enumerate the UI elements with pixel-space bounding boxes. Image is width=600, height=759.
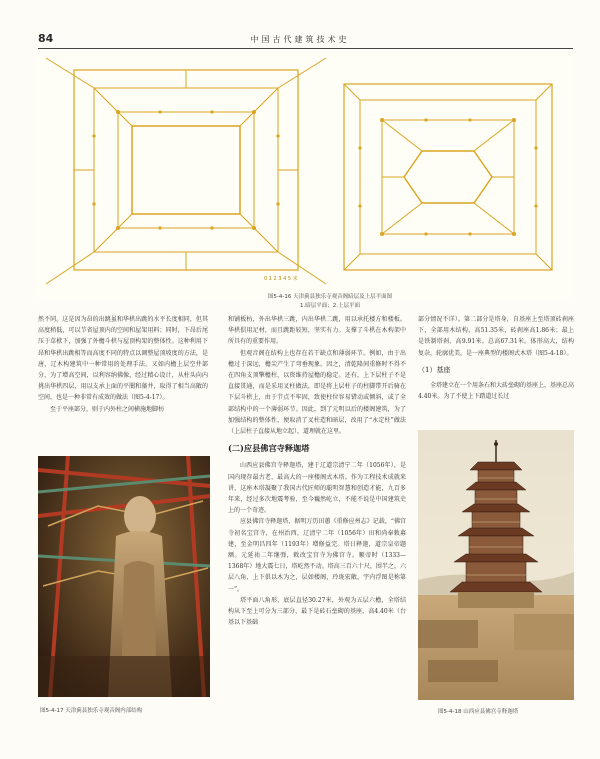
paragraph: 塔平面八角形，底层直径30.27米，外观为五层六檐，全塔结构从下至上可分为三部分，最下是砖石垒砌的基座，高4.40米（台基以下基础: [228, 596, 406, 627]
scale-bar: 0 1 2 3 4 5 米: [264, 276, 298, 282]
paragraph: 应县佛宫寺释迦塔，据明万历田蕙《重修应州志》记载，“佛宫寺初名宝宫寺，在州治西，辽清宁二年（1056年）田和尚奉敕募建，至金明昌四年（1193年）增修益完。塔日释迦，道宗皇帝题额。元延祐二年继弹，敕改宝宫寺为佛宫寺。顺帝时（1333—1368年）地大震七日，塔屹然不动。塔高三百六十尺，围半之，六层八角，上下俱以木为之，层如楼阁，玲珑宏敞，宇内浮图是称第一”。: [228, 518, 406, 593]
figure-5-4-16-subcaption: 1.暗层平面；2.上层平面: [300, 303, 360, 309]
floor-plans-drawing: [36, 56, 572, 299]
paragraph: 全塔建立在一个用条石和大砖垒砌的基座上，基座总高4.40米。为了不使上下踏道过长过: [418, 382, 575, 401]
figure-pagoda-photo: [418, 430, 574, 700]
plan-upper-floor: [344, 84, 552, 270]
plan-mezzanine: [46, 58, 326, 284]
running-title: 中国古代建筑技术史: [250, 35, 350, 44]
figure-5-4-16-caption: 图5-4-16 天津蓟县独乐寺观音阁暗层及上层平面图: [267, 294, 393, 300]
column-1: [38, 314, 208, 415]
paragraph: 但观音阁在结构上也存在若干缺点和薄弱环节。例如，由于出檐过于深远，檐尖产生了弯垂现象。因之，清乾隆间重修时不得不在四角支顶擎檐柱，以资维持屋檐的稳定。还有，上下层柱子不是直接贯通，而是采用叉柱做法，即是将上层柱子的柱脚带开后骑在下层斗栱上，由于节点不牢固，致使柱位容易错动或倾斜，或了全部结构中的一个薄弱环节。因此，到了元明以后的楼阁建筑，为了加强结构的整体性，便取消了叉柱造和暗层，改用了“永定柱”做法（上层柱子直接从地立起），道理就在这里。: [228, 349, 406, 436]
column-3: [418, 314, 574, 402]
figure-5-4-18-caption: 图5-4-18 山西应县佛宫寺释迦塔: [438, 709, 519, 715]
section-heading: (二)应县佛宫寺释迦塔: [228, 443, 310, 454]
column-2: [228, 314, 406, 628]
figure-floor-plans: [36, 56, 572, 299]
paragraph: 然不同。这是因为昂的出跳虽和华栱出跳的水平长度相同，但其高度稍低，可以节省屋顶内的空间和屋架用料；同时，下昂后尾压于草栿下，加强了外檐斗栱与屋顶构架的整体性。这种利用下昂和华栱出跳相等而高度不同的特点以调整屋顶坡度的方法，是唐、辽木构建筑中一种常用的处理手法。又如内檐上层空井部分，为了增高空间，以利容纳佛像，经过精心设计，从柱头向内挑出华栱四层，用以支承上面的平闇和藻井，取得了相当高敞的空间，也是一种非常有成效的做法（图5-4-17）。: [38, 316, 208, 402]
paragraph: 山西应县佛宫寺释迦塔，建于辽道宗清宁二年（1056年），是国内现存最古老、最高大的一座楼阁式木塔。作为工程技术成就来讲，这座木塔凝聚了我国古代匠师的聪明智慧和创造才能，九百多年来，经过多次地震考验，至今巍然屹立，不能不说是中国建筑史上的一个奇迹。: [228, 462, 406, 515]
subsection-heading: （1）基座: [418, 365, 451, 374]
pagoda-photo-image: [418, 430, 574, 700]
paragraph: 和铺板枋，外出华栱三跳，内出华栱二跳，用以承托楼方和楼板。华栱俱用足材，而且跳距较短，坚实有力。支撑了斗栱在木构架中所具有的重要作用。: [228, 316, 406, 346]
plan-mezzanine-columns: [92, 110, 279, 230]
header-rule: [38, 48, 573, 49]
figure-5-4-17-caption: 图5-4-17 天津蓟县独乐寺观音阁内部结构: [40, 708, 143, 714]
interior-photo-image: [38, 456, 210, 697]
paragraph: 至于平座部分，则于内外柱之间横施地脚枋: [50, 405, 165, 413]
paragraph: 部分情况不详）。第二部分是塔身，自基座上至塔顶砖刹座下，全部用木结构，高51.35米，砖刹座高1.86米；最上是铁制塔刹，高9.91米。总高67.31米。体形高大，结构复杂，轮廓优美，是一座典型的楼阁式木塔（图5-4-18）。: [418, 316, 574, 357]
figure-interior-photo: [38, 456, 210, 697]
page-number: 84: [38, 32, 54, 45]
